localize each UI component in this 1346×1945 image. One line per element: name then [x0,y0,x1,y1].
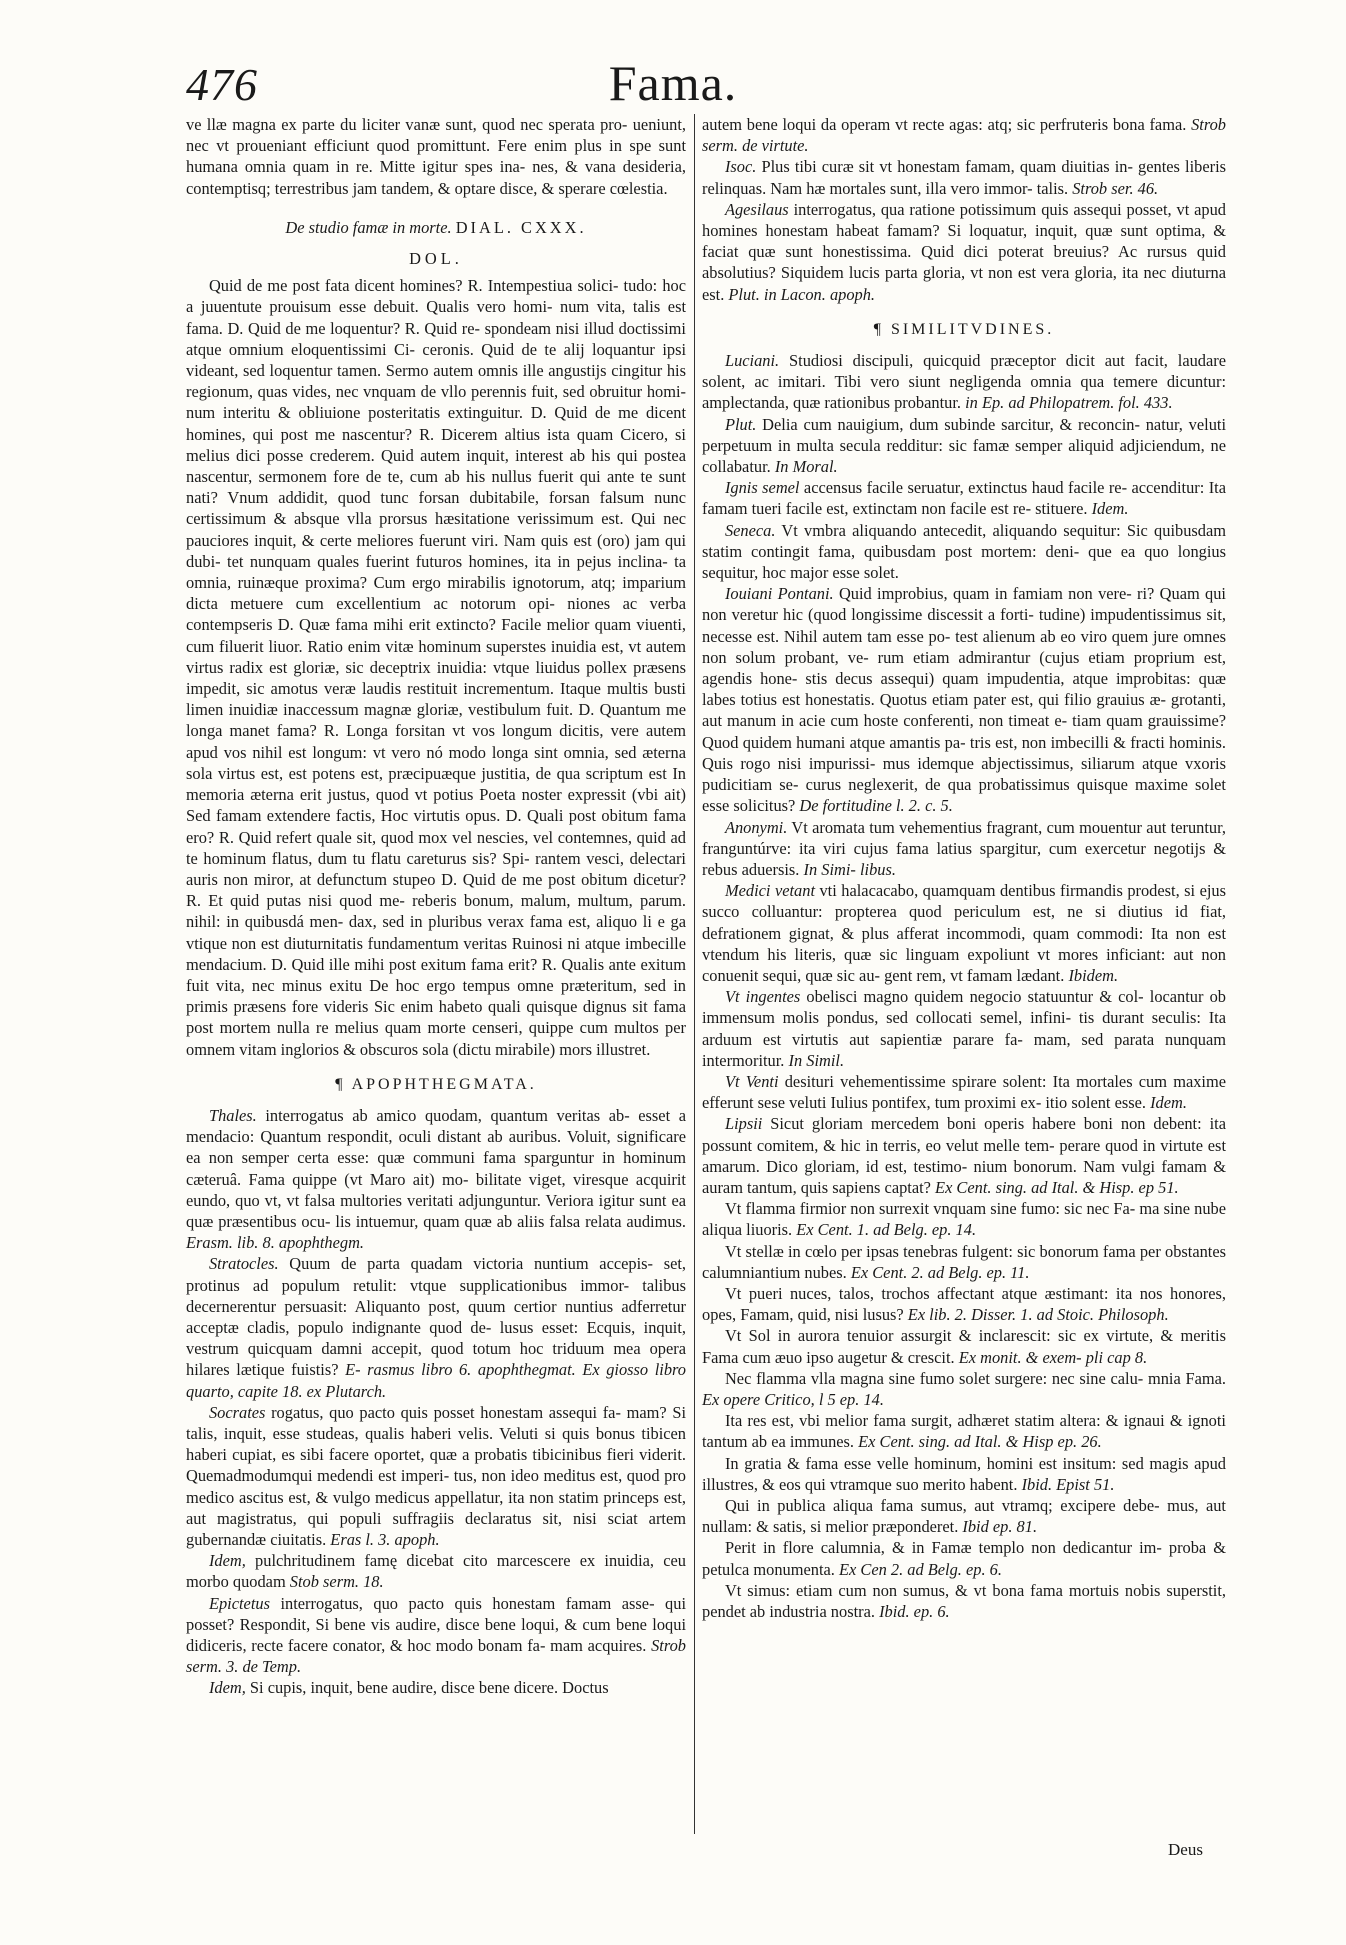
list-item: Agesilaus interrogatus, qua ratione potissimum quis assequi posset, vt apud homines honestam habeat famam? Si loquatur, inquit, quæ sunt optima, & faciat quæ sunt honestissima. Quid dici poterat breuius? Ac rursus quid absolutius? Siquidem lucis parta gloria, vt non est vera gloria, ita nec diuturna est. Plut. in Lacon. apoph. [702,199,1226,304]
list-item: Thales. interrogatus ab amico quodam, quantum veritas ab- esset a mendacio: Quantum respondit, oculi distant ab auribus. Voluit, significare ea non semper certa esse: quæ communi fama sparguntur in hominum cæteruâ. Fama quippe (vt Maro ait) mo- bilitate viget, viresque acquirit eundo, quo vt, vt falsa multories veritati adjunguntur. Veriora igitur sunt ea quæ præsentibus ocu- lis intuemur, quam quæ ab aliis falsa relata audimus. Erasm. lib. 8. apophthegm. [186,1105,686,1253]
apophthegmata-list [186,1105,686,1699]
apophthegmata-heading: ¶ APOPHTHEGMATA. [335,1075,537,1093]
dialogue-title: De studio famæ in morte. [285,217,452,237]
catchword: Deus [1168,1840,1203,1859]
intro-paragraph: ve llæ magna ex parte du liciter vanæ sunt, quod nec sperata pro- ueniunt, nec vt proueniant efficiunt quod promittunt. Fere enim plus in spe sunt humana omnia quam in re. Mitte igitur spes ina- nes, & vana desideria, contemptisq; terrestribus jam tandem, & optare disce, & sperare cœlestia. [186,115,686,198]
list-item: Ignis semel accensus facile seruatur, extinctus haud facile re- accenditur: Ita famam tueri facile est, extinctam non facile est re- stituere. Idem. [702,478,1226,519]
list-item: Nec flamma vlla magna sine fumo solet surgere: nec sine calu- mnia Fama. Ex opere Critico, l 5 ep. 14. [702,1368,1226,1409]
running-title: Fama. [608,55,738,111]
list-item: Luciani. Studiosi discipuli, quicquid præceptor dicit aut facit, laudare solent, ac imitari. Tibi vero siunt negligenda omnia qua temere dicuntur: amplectanda, quæ rationibus probantur. in Ep. ad Philopatrem. fol. 433. [702,351,1226,413]
list-item: Vt Sol in aurora tenuior assurgit & inclarescit: sic ex virtute, & meritis Fama cum æuo ipso augetur & crescit. Ex monit. & exem- pli cap 8. [702,1326,1226,1367]
list-item: Vt stellæ in cœlo per ipsas tenebras fulgent: sic bonorum fama per obstantes calumniantium nubes. Ex Cent. 2. ad Belg. ep. 11. [702,1241,1226,1282]
list-item: autem bene loqui da operam vt recte agas: atq; sic perfruteris bona fama. Strob serm. de virtute. [702,115,1227,156]
list-item: Qui in publica aliqua fama sumus, aut vtramq; excipere debe- mus, aut nullam: & satis, si melior præponderet. Ibid ep. 81. [702,1496,1226,1537]
list-item: Isoc. Plus tibi curæ sit vt honestam famam, quam diuitias in- gentes liberis relinquas. Nam hæ mortales sunt, illa vero immor- talis. Strob ser. 46. [702,157,1226,198]
page-number: 476 [186,59,258,110]
dialogue-text: Quid de me post fata dicent homines? R. Intempestiua solici- tudo: hoc a juuentute prouisum esse debuit. Qualis vero homi- num vita, talis est fama. D. Quid de me loquentur? R. Quid re- spondeam nisi illud doctissimi atque omnium eloquentissimi Ci- ceronis. Quid de te alij loquantur ipsi videant, sed loquentur tamen. Sermo autem omnis ille angustijs cingitur his regionum, quas vides, nec vnquam de vllo perennis fuit, sed obruitur homi- num interitu & obliuione posteritatis extinguitur. D. Quid de me dicent homines, qui post me nascentur? R. Dicerem altius ista quam Cicero, si melius dici posse crederem. Quid autem inquit, interest ab his qui postea nascentur, sermonem fore de te, cum ab his nullus fuerit qui ante te sunt nati? Vnum addidit, quod tunc forsan dubitabile, forsan falsum nunc certissimum & absque vlla prorsus hæsitatione verissimum est. Qui nec pauciores inquit, & certe meliores fuerunt viri. Nam quis est (oro) jam qui dubi- tet nunquam quales fuerint futuros homines, ita in pejus inclina- ta omnia, ruinæque proxima? Cum ergo mirabilis ignotorum, atq; imparium dicta metuere cum excellentium ac notorum opi- niones ac verba contempseris D. Quæ fama mihi erit extincto? Facile melior quam viuenti, cum filuerit liuor. Ratio enim vitæ hominum superstes inuidia est, vt autem virtus radix est gloriæ, sic deceptrix inuidia: vtque liuidus pollex præsens impedit, sic amotus veræ laudis restituit incrementum. Itaque multis busti limen inuidiæ inaccessum magnæ gloriæ, vestibulum fuit. D. Quantum me longa manet fama? R. Longa forsitan vt vos longum dicitis, vere autem apud vos nihil est longum: vt vero nó modo longa sint omnia, sed æterna sola virtus est, est potens est, præcipuæque justitia, de qua scriptum est In memoria æterna erit justus, quod vt potius Poeta noster expressit (vbi ait) Sed famam extendere factis, Hoc virtutis opus. D. Quali post obitum fama ero? R. Quid refert quale sit, quod mox vel nescies, vel contemnes, quid ad te hominum flatus, dum tu flatu careturus sis? Spi- rantem vesci, delectari auris non miror, at defunctum stupeo D. Quid de me post obitum dicetur? R. Et quid putas nisi quod me- reberis bonum, malum, multum, parum. nihil: in quibusdá men- dax, sed in pluribus verax fama est, aliquo li e ga vtique non est diuturnitatis fundamentum veritas Ruinosi ni atque imbecille mendacium. D. Quid ille mihi post exitum fama erit? R. Qualis ante exitum fuit vita, nec minus exitu De hoc ergo tempus omne præteritum, sed in primis præsens fore videris Sic enim habeto quali quisque dignus sit fama post mortem nulla re melius quam morte censeri, quippe cum multos per omnem vitam inglorios & obscuros sola (dictu mirabile) mors illustret. [186,276,686,1059]
list-item: Vt ingentes obelisci magno quidem negocio statuuntur & col- locantur ob immensum molis pondus, sed collocati semel, infini- tis durant seculis: Ita arduum est virtutis aut sapientiæ parare fa- mam, sed parata nunquam intermoritur. In Simil. [702,987,1226,1070]
list-item: Idem, Si cupis, inquit, bene audire, disce bene dicere. Doctus [208,1678,609,1698]
list-item: Vt Venti desituri vehementissime spirare solent: Ita mortales cum maxime efferunt sese veluti Iulius pontifex, tum proximi ex- itio solent esse. Idem. [702,1071,1227,1113]
list-item: Epictetus interrogatus, quo pacto quis honestam famam asse- qui posset? Respondit, Si bene vis audire, disce bene loqui, & cum bene loqui didiceris, recte facere conator, & hoc modo bonam fa- mam acquires. Strob serm. 3. de Temp. [186,1593,687,1677]
similitudines-list [702,350,1226,1622]
left-column [186,114,686,1699]
list-item: Medici vetant vti halacacabo, quamquam dentibus firmandis prodest, si ejus succo colluantur: propterea quod periculum est, ne si diutius id fiat, defrationem gignat, & plus afferat incommodi, quam commodi: Ita non est vtendum his literis, quæ sic linguam expoliunt vt mores inficiant: aut non conuenit sequi, quæ sic au- gent rem, vt famam lædant. Ibidem. [702,881,1226,985]
list-item: Plut. Delia cum nauigium, dum subinde sarcitur, & reconcin- natur, veluti perpetuum in multa secula redditur: sic famæ semper aliquid adjiciendum, ne collabatur. In Moral. [702,414,1226,477]
continuation-list [702,114,1226,305]
dialogue-heading [186,217,686,238]
list-item: Idem, pulchritudinem famę dicebat cito marcescere ex inuidia, ceu morbo quodam Stob serm. 18. [186,1551,686,1592]
list-item: Perit in flore calumnia, & in Famæ templo non dedicantur im- proba & petulca monumenta. Ex Cen 2. ad Belg. ep. 6. [702,1538,1226,1579]
right-column [702,114,1226,1622]
list-item: Iouiani Pontani. Quid improbius, quam in famiam non vere- ri? Quam qui non veretur hic (quod longissime discessit a forti- tudine) impudentissimus sit, necesse est. Nihil autem tam esse po- test alienum ab eo viro quem jure omnes non solum probant, ve- rum etiam admirantur (cujus etiam proprium est, agendis hone- stis decus assequi) quam impudentia, atque improbitas: quæ labes totius est honestatis. Quotus etiam pater est, qui filio grauius æ- grotanti, aut manum in acie cum hoste conferenti, non timeat e- tiam quam grauissime? Quod quidem humani atque amantis pa- tris est, non imbecilli & fracti hominis. Quis rogo nisi impurissi- mus idemque abjectissimus, siliarum atque vxoris pudicitiam se- curus neglexerit, de qua probatissimus quisque maxime solet esse solicitus? De fortitudine l. 2. c. 5. [702,584,1226,816]
list-item: Vt flamma firmior non surrexit vnquam sine fumo: sic nec Fa- ma sine nube aliqua liuoris. Ex Cent. 1. ad Belg. ep. 14. [702,1199,1226,1240]
list-item: Anonymi. Vt aromata tum vehementius fragrant, cum mouentur aut teruntur, franguntúrve: ita viri cujus fama latius spargitur, cum exercetur negotijs & rebus aduersis. In Simi- libus. [702,817,1226,879]
list-item: Stratocles. Quum de parta quadam victoria nuntium accepis- set, protinus ad populum retulit: vtque supplicationibus immor- talibus decernerentur persuasit: Aliquanto post, quum certior nuntius adferretur acceptæ cladis, populo indignante quod de- lusus esset: Ecquis, inquit, vestrum quicquam damni accepit, quod totum hoc triduum mea opera hilares lætique fuistis? E- rasmus libro 6. apophthegmat. Ex giosso libro quarto, capite 18. ex Plutarch. [186,1254,686,1401]
list-item: Vt pueri nuces, talos, trochos affectant atque æstimant: ita nos honores, opes, Famam, quid, nisi lusus? Ex lib. 2. Disser. 1. ad Stoic. Philosoph. [702,1283,1226,1325]
list-item: In gratia & fama esse velle hominum, homini est insitum: sed magis apud illustres, & eos qui vtramque suo merito habent. Ibid. Epist 51. [702,1453,1226,1494]
list-item: Lipsii Sicut gloriam mercedem boni operis habere boni non debent: ita possunt comitem, & hic in terris, eo velut melle tem- perare quod in virtute est amarum. Dico gloriam, id est, testimo- nium bonorum. Nam vulgi famam & auram tantum, quis sapiens captat? Ex Cent. sing. ad Ital. & Hisp. ep 51. [702,1114,1226,1197]
column-divider [694,114,695,1834]
speaker-label: DOL. [409,249,463,269]
list-item: Seneca. Vt vmbra aliquando antecedit, aliquando sequitur: Sic quibusdam statim contingit fama, quibusdam post mortem: deni- que ea quo longius sequitur, hoc major esse solet. [702,520,1226,583]
list-item: Ita res est, vbi melior fama surgit, adhæret statim altera: & ignaui & ignoti tantum ab ea immunes. Ex Cent. sing. ad Ital. & Hisp ep. 26. [702,1411,1226,1452]
dialogue-number: DIAL. CXXX. [455,217,587,237]
list-item: Vt simus: etiam cum non sumus, & vt bona fama mortuis nobis superstit, pendet ab industria nostra. Ibid. ep. 6. [702,1580,1226,1622]
similitudines-heading: ¶ SIMILITVDINES. [873,320,1055,338]
list-item: Socrates rogatus, quo pacto quis posset honestam assequi fa- mam? Si talis, inquit, esse studeas, qualis haberi velis. Veluti si quis bonus tibicen haberi cupiat, es sibi facere oportet, quæ a probatis tibicinibus fieri viderit. Quemadmodumqui medendi est imperi- tus, non ideo meditus est, quod pro medico ascitus est, & vulgo medicus appellatur, ita non statim princeps est, aut magistratus, qui populi suffragiis declaratus sit, nisi sciat artem gubernandæ ciuitatis. Eras l. 3. apoph. [186,1402,686,1549]
